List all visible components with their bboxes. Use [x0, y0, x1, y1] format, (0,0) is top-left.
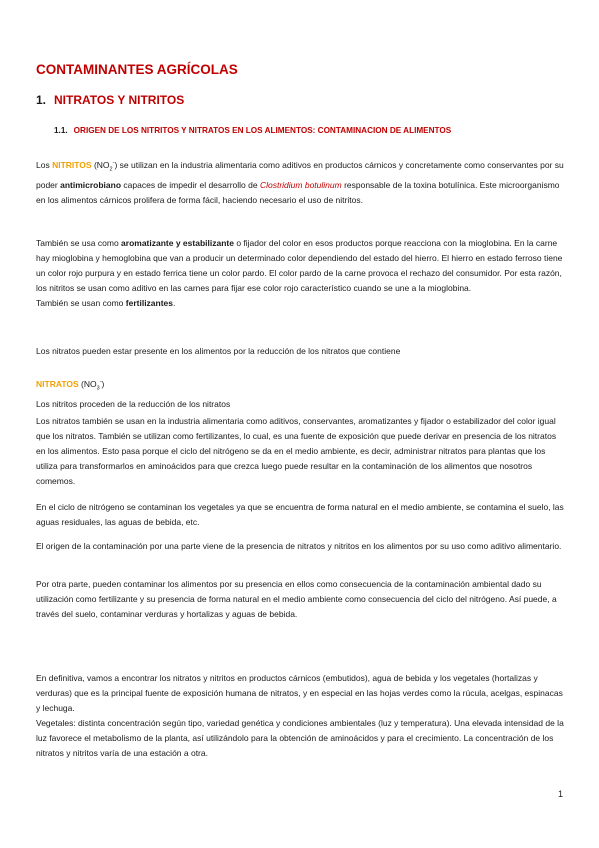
section-heading [36, 93, 184, 107]
text: responsable de la toxina botulínica. Este microorganismo en los alimentos cárnicos prolifera de forma fácil, haciendo necesario el uso de nitritos. [36, 179, 560, 205]
subsection-title: ORIGEN DE LOS NITRITOS Y NITRATOS EN LOS ALIMENTOS: CONTAMINACION DE ALIMENTOS [73, 126, 452, 135]
organism-name: Clostridium botulinum [259, 179, 342, 190]
paragraph-nitratos-presence: Los nitratos pueden estar presente en los alimentos por la reducción de los nitratos que contiene [36, 346, 401, 356]
paragraph-vegetales: Vegetales: distinta concentración según tipo, variedad genética y condiciones ambientales (luz y temperatura). Una elevada intensidad de la luz favorece el metabolismo de la planta, así utilizándolo para la obtención de aminoácidos y para el crecimiento. La concentración de los nitratos y nitritos varía de una estación a otra. [36, 718, 564, 758]
text: se utilizan en la industria alimentaria como aditivos en productos cárnicos y concretamente como conservantes por su poder [36, 159, 564, 190]
text: También se usa como [36, 238, 122, 248]
text: o fijador del color en esos productos porque reacciona con la mioglobina. En la carne hay mioglobina y hemoglobina que van a producir un determinado color dependiendo del estado del hierro. El hierro en estado ferroso tiene un color rojo purpura y en estado ferrica tiene un color pardo. El color pardo de la carne provoca el rechazo del consumidor. Por esta razón, los nitritos se usan como aditivo en las carnes para fijar ese color rojo característico cuando se une a la mioglobina. [36, 238, 563, 293]
paragraph-nitratos-uses: Los nitratos también se usan en la industria alimentaria como aditivos, conservantes, aromatizantes y fijador o estabilizador del color igual que los nitratos. También se utilizan como fertilizantes, lo cual, es una fuente de exposición que puede derivar en presencia de los nitratos en los alimentos. Esto pasa porque el ciclo del nitrógeno se da en el medio ambiente, es decir, administrar nitratos para plantas que los utiliza para transformarlos en aminoácidos para que crezca luego puede resultar en la contaminación de los alimentos que nosotros comemos. [36, 416, 557, 486]
text: . [173, 298, 176, 308]
formula: (NO [78, 378, 97, 389]
subsection-heading [54, 126, 451, 135]
main-heading: CONTAMINANTES AGRÍCOLAS [36, 62, 238, 77]
paragraph-aromatizante [36, 236, 566, 311]
text: capaces de impedir el desarrollo de [121, 179, 260, 190]
formula: ) [114, 159, 118, 170]
paragraph-definitiva: En definitiva, vamos a encontrar los nitratos y nitritos en productos cárnicos (embutidos), agua de bebida y los vegetales (hortalizas y verduras) que es la principal fuente de exposición humana de nitratos, y en especial en las hojas verdes como la rúcula, acelgas, espinacas y lechuga. [36, 673, 563, 713]
formula: ) [101, 378, 105, 389]
paragraph-nitratos-heading [36, 375, 566, 412]
section-number: 1. [36, 93, 47, 107]
formula-sup: - [112, 160, 115, 166]
nitritos-term: NITRITOS [52, 159, 92, 170]
text: Los [36, 159, 53, 170]
paragraph-ciclo-nitrogeno: En el ciclo de nitrógeno se contaminan los vegetales ya que se encuentra de forma natural en el medio ambiente, se contamina el suelo, las aguas residuales, las aguas de bebida, etc. [36, 502, 564, 527]
paragraph-origen: El origen de la contaminación por una parte viene de la presencia de nitratos y nitritos en los alimentos por su uso como aditivo alimentario. [36, 541, 562, 551]
paragraph-otra-parte: Por otra parte, pueden contaminar los alimentos por su presencia en ellos como consecuencia de la contaminación ambiental dado su utilización como fertilizante y su presencia de forma natural en el medio ambiente como consecuencia del ciclo del nitrógeno. Así puede, a través del suelo, contaminar verduras y hortalizas y aguas de bebida. [36, 579, 557, 619]
bold-term: antimicrobiano [60, 179, 122, 190]
page-number: 1 [558, 789, 564, 799]
text: Los nitritos proceden de la reducción de los nitratos [36, 398, 231, 409]
bold-term: fertilizantes [125, 298, 174, 308]
paragraph-nitritos [36, 156, 566, 208]
formula-sub: 2 [109, 166, 113, 173]
formula-sup: - [99, 379, 102, 385]
subsection-number: 1.1. [54, 126, 68, 135]
formula-sub: 3 [96, 385, 100, 392]
formula: (NO [91, 159, 110, 170]
text: También se usan como [36, 298, 126, 308]
bold-term: aromatizante y estabilizante [121, 238, 234, 248]
nitratos-term: NITRATOS [36, 378, 79, 389]
section-title: NITRATOS Y NITRITOS [54, 93, 185, 107]
